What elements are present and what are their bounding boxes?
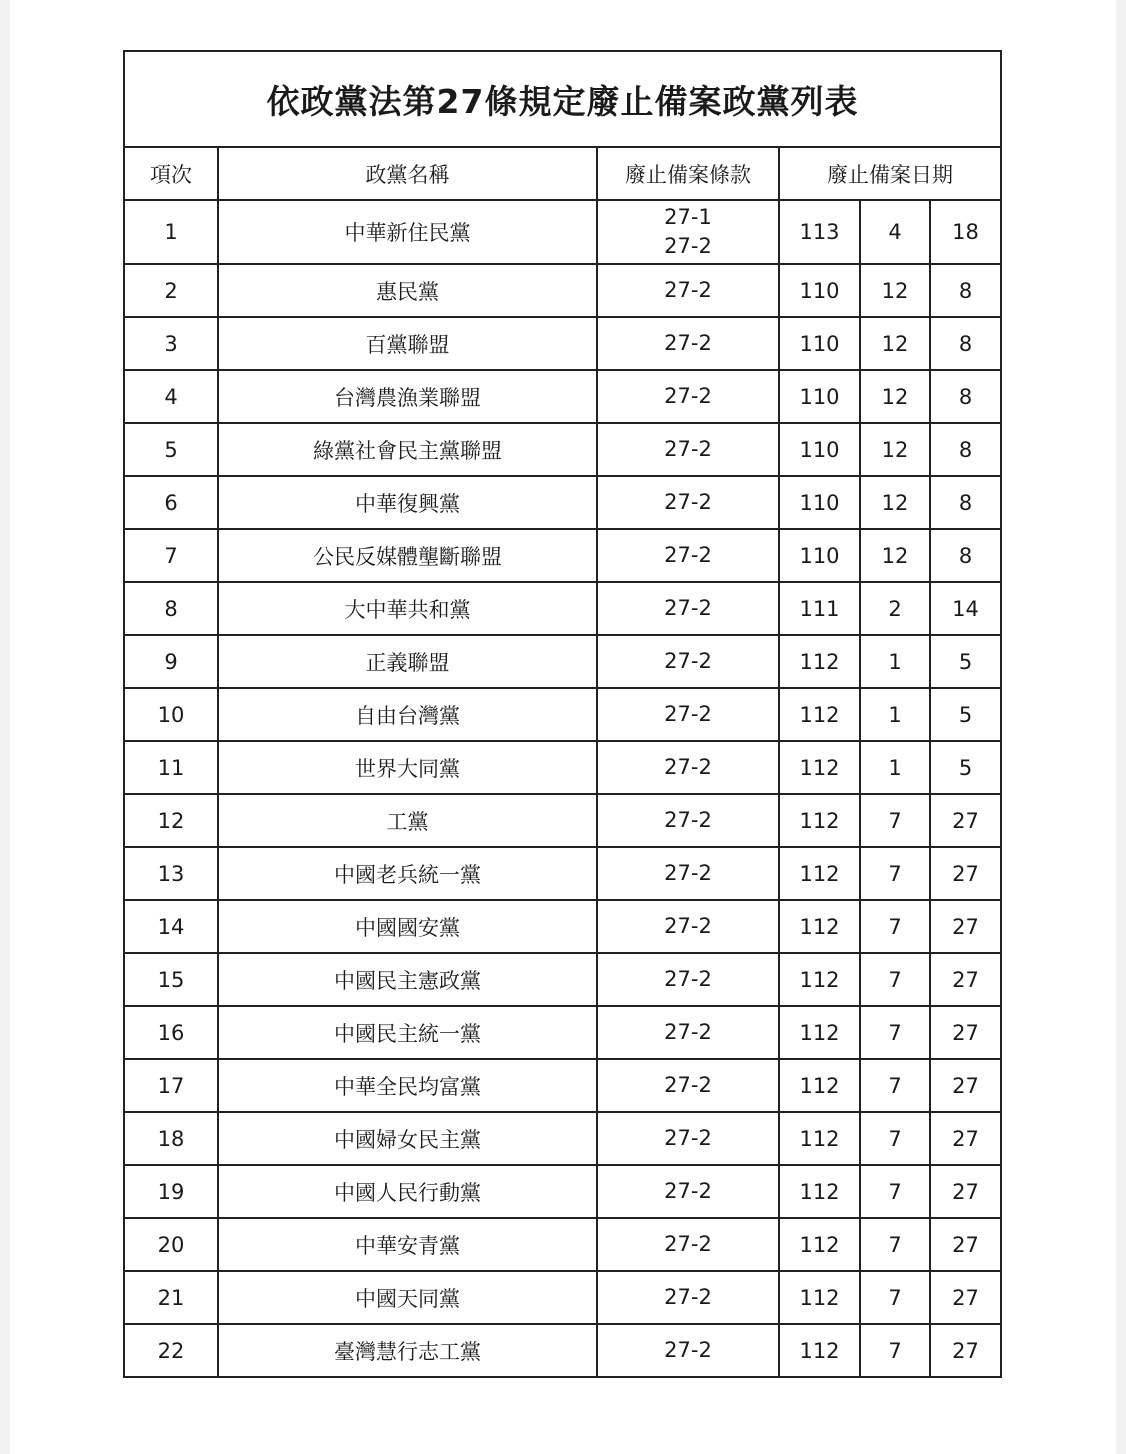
clause-line: 27-2	[664, 490, 712, 514]
row-index: 22	[124, 1324, 218, 1377]
row-month: 7	[860, 1006, 930, 1059]
clause-line: 27-2	[664, 702, 712, 726]
document-page	[10, 0, 1116, 1454]
row-month: 1	[860, 741, 930, 794]
row-day: 27	[930, 847, 1001, 900]
row-index: 11	[124, 741, 218, 794]
row-year: 110	[779, 370, 860, 423]
row-clause	[597, 370, 779, 423]
row-index: 3	[124, 317, 218, 370]
row-year: 112	[779, 1059, 860, 1112]
row-day: 18	[930, 200, 1001, 264]
row-index: 13	[124, 847, 218, 900]
table-row	[124, 1059, 1001, 1112]
row-clause	[597, 529, 779, 582]
row-party-name: 中華安青黨	[218, 1218, 597, 1271]
row-day: 27	[930, 900, 1001, 953]
row-index: 21	[124, 1271, 218, 1324]
header-index: 項次	[124, 147, 218, 200]
row-clause	[597, 423, 779, 476]
row-year: 110	[779, 476, 860, 529]
row-party-name: 工黨	[218, 794, 597, 847]
row-party-name: 自由台灣黨	[218, 688, 597, 741]
row-month: 12	[860, 317, 930, 370]
row-year: 112	[779, 1165, 860, 1218]
row-month: 7	[860, 1218, 930, 1271]
table-row	[124, 635, 1001, 688]
row-day: 27	[930, 1059, 1001, 1112]
row-clause	[597, 741, 779, 794]
row-index: 2	[124, 264, 218, 317]
clause-line: 27-2	[664, 437, 712, 461]
table-row	[124, 264, 1001, 317]
row-year: 112	[779, 953, 860, 1006]
clause-line: 27-2	[664, 808, 712, 832]
row-party-name: 臺灣慧行志工黨	[218, 1324, 597, 1377]
row-party-name: 公民反媒體壟斷聯盟	[218, 529, 597, 582]
table-body	[124, 200, 1001, 1377]
row-month: 12	[860, 370, 930, 423]
row-index: 1	[124, 200, 218, 264]
row-day: 27	[930, 1006, 1001, 1059]
row-clause	[597, 317, 779, 370]
row-index: 18	[124, 1112, 218, 1165]
table-row	[124, 1218, 1001, 1271]
row-clause	[597, 476, 779, 529]
clause-line: 27-2	[664, 649, 712, 673]
clause-line: 27-2	[664, 278, 712, 302]
row-index: 17	[124, 1059, 218, 1112]
row-year: 110	[779, 264, 860, 317]
row-party-name: 正義聯盟	[218, 635, 597, 688]
table-row	[124, 423, 1001, 476]
row-party-name: 中國民主憲政黨	[218, 953, 597, 1006]
row-day: 27	[930, 1218, 1001, 1271]
row-day: 8	[930, 370, 1001, 423]
row-clause	[597, 688, 779, 741]
table-row	[124, 1006, 1001, 1059]
row-index: 7	[124, 529, 218, 582]
row-index: 20	[124, 1218, 218, 1271]
row-day: 27	[930, 1271, 1001, 1324]
row-day: 27	[930, 794, 1001, 847]
row-month: 7	[860, 1112, 930, 1165]
clause-line: 27-2	[664, 1073, 712, 1097]
row-year: 112	[779, 794, 860, 847]
row-clause	[597, 1112, 779, 1165]
row-year: 112	[779, 1218, 860, 1271]
table-row	[124, 794, 1001, 847]
clause-line: 27-2	[664, 543, 712, 567]
row-clause	[597, 953, 779, 1006]
row-day: 5	[930, 635, 1001, 688]
row-index: 14	[124, 900, 218, 953]
row-index: 10	[124, 688, 218, 741]
table-row	[124, 741, 1001, 794]
row-day: 8	[930, 264, 1001, 317]
clause-line: 27-2	[664, 755, 712, 779]
row-month: 7	[860, 900, 930, 953]
table-row	[124, 1165, 1001, 1218]
row-year: 111	[779, 582, 860, 635]
clause-line: 27-2	[664, 1020, 712, 1044]
row-index: 15	[124, 953, 218, 1006]
row-month: 7	[860, 1271, 930, 1324]
header-clause: 廢止備案條款	[597, 147, 779, 200]
row-year: 112	[779, 635, 860, 688]
row-month: 4	[860, 200, 930, 264]
row-clause	[597, 1059, 779, 1112]
row-month: 1	[860, 635, 930, 688]
table-row	[124, 317, 1001, 370]
table-row	[124, 1271, 1001, 1324]
header-row	[124, 147, 1001, 200]
row-index: 9	[124, 635, 218, 688]
row-index: 8	[124, 582, 218, 635]
header-party-name: 政黨名稱	[218, 147, 597, 200]
row-year: 110	[779, 423, 860, 476]
row-party-name: 大中華共和黨	[218, 582, 597, 635]
row-clause	[597, 200, 779, 264]
table-row	[124, 1324, 1001, 1377]
clause-line: 27-2	[664, 384, 712, 408]
row-day: 8	[930, 317, 1001, 370]
row-year: 112	[779, 741, 860, 794]
row-day: 8	[930, 423, 1001, 476]
row-year: 110	[779, 317, 860, 370]
row-party-name: 中國婦女民主黨	[218, 1112, 597, 1165]
row-clause	[597, 1271, 779, 1324]
row-day: 14	[930, 582, 1001, 635]
row-day: 27	[930, 1112, 1001, 1165]
row-year: 112	[779, 900, 860, 953]
table-row	[124, 688, 1001, 741]
party-revocation-table	[123, 50, 1002, 1378]
row-party-name: 中國天同黨	[218, 1271, 597, 1324]
row-party-name: 台灣農漁業聯盟	[218, 370, 597, 423]
row-month: 7	[860, 1165, 930, 1218]
row-clause	[597, 1324, 779, 1377]
table-row	[124, 847, 1001, 900]
row-month: 12	[860, 476, 930, 529]
row-day: 27	[930, 1324, 1001, 1377]
row-index: 6	[124, 476, 218, 529]
row-month: 7	[860, 953, 930, 1006]
row-index: 16	[124, 1006, 218, 1059]
row-index: 4	[124, 370, 218, 423]
row-day: 27	[930, 953, 1001, 1006]
clause-line: 27-2	[664, 861, 712, 885]
row-month: 7	[860, 1059, 930, 1112]
clause-line: 27-2	[664, 1285, 712, 1309]
clause-line: 27-1	[664, 205, 712, 229]
row-month: 12	[860, 529, 930, 582]
row-year: 112	[779, 1006, 860, 1059]
row-party-name: 惠民黨	[218, 264, 597, 317]
row-clause	[597, 635, 779, 688]
clause-line: 27-2	[664, 1232, 712, 1256]
row-clause	[597, 1165, 779, 1218]
row-clause	[597, 847, 779, 900]
row-day: 8	[930, 529, 1001, 582]
clause-line: 27-2	[664, 596, 712, 620]
clause-line: 27-2	[664, 1179, 712, 1203]
row-party-name: 綠黨社會民主黨聯盟	[218, 423, 597, 476]
table-row	[124, 1112, 1001, 1165]
row-year: 110	[779, 529, 860, 582]
table-row	[124, 370, 1001, 423]
row-year: 112	[779, 688, 860, 741]
row-year: 112	[779, 1271, 860, 1324]
row-party-name: 中華全民均富黨	[218, 1059, 597, 1112]
row-party-name: 中國人民行動黨	[218, 1165, 597, 1218]
row-month: 12	[860, 423, 930, 476]
row-year: 113	[779, 200, 860, 264]
row-clause	[597, 1006, 779, 1059]
row-year: 112	[779, 1112, 860, 1165]
clause-line: 27-2	[664, 967, 712, 991]
row-clause	[597, 1218, 779, 1271]
table-title: 依政黨法第27條規定廢止備案政黨列表	[124, 51, 1001, 147]
row-clause	[597, 794, 779, 847]
clause-line: 27-2	[664, 1126, 712, 1150]
row-year: 112	[779, 847, 860, 900]
clause-line: 27-2	[664, 914, 712, 938]
table-row	[124, 476, 1001, 529]
row-month: 7	[860, 847, 930, 900]
row-year: 112	[779, 1324, 860, 1377]
row-party-name: 中華新住民黨	[218, 200, 597, 264]
table-row	[124, 529, 1001, 582]
row-month: 7	[860, 794, 930, 847]
table-row	[124, 900, 1001, 953]
row-party-name: 中華復興黨	[218, 476, 597, 529]
clause-line: 27-2	[664, 234, 712, 258]
row-month: 7	[860, 1324, 930, 1377]
row-day: 8	[930, 476, 1001, 529]
row-party-name: 中國國安黨	[218, 900, 597, 953]
row-party-name: 中國民主統一黨	[218, 1006, 597, 1059]
clause-line: 27-2	[664, 331, 712, 355]
row-clause	[597, 582, 779, 635]
row-party-name: 百黨聯盟	[218, 317, 597, 370]
row-index: 5	[124, 423, 218, 476]
header-date: 廢止備案日期	[779, 147, 1001, 200]
row-index: 12	[124, 794, 218, 847]
row-clause	[597, 264, 779, 317]
row-day: 5	[930, 688, 1001, 741]
row-party-name: 中國老兵統一黨	[218, 847, 597, 900]
row-clause	[597, 900, 779, 953]
row-day: 5	[930, 741, 1001, 794]
row-day: 27	[930, 1165, 1001, 1218]
table-row	[124, 953, 1001, 1006]
row-party-name: 世界大同黨	[218, 741, 597, 794]
row-month: 2	[860, 582, 930, 635]
row-index: 19	[124, 1165, 218, 1218]
clause-line: 27-2	[664, 1338, 712, 1362]
table-row	[124, 200, 1001, 264]
table-row	[124, 582, 1001, 635]
row-month: 12	[860, 264, 930, 317]
row-month: 1	[860, 688, 930, 741]
